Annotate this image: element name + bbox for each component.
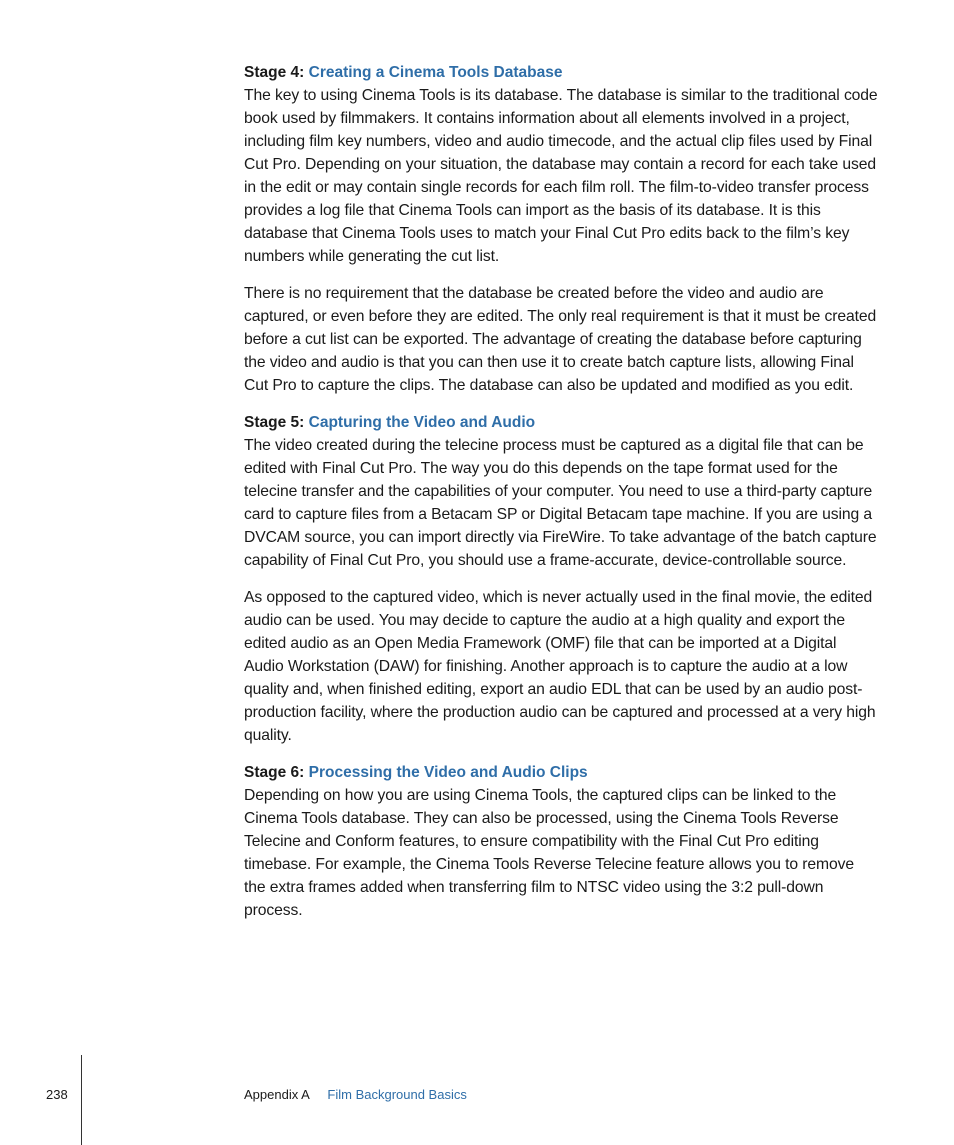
footer-breadcrumb: [244, 1086, 467, 1104]
stage-6-title-link[interactable]: Processing the Video and Audio Clips: [308, 764, 588, 781]
stage-4-label: Stage 4:: [244, 64, 305, 81]
stage-4-paragraph-2: There is no requirement that the database be created before the video and audio are captured, or even before they are edited. The only real requirement is that it must be created before a cut list can be exported. The advantage of creating the database before capturing the video and audio is that you can then use it to create batch capture lists, allowing Final Cut Pro to capture the clips. The database can also be updated and modified as you edit.: [244, 285, 877, 394]
stage-6-paragraph-1: Depending on how you are using Cinema Tools, the captured clips can be linked to the Cinema Tools database. They can also be processed, using the Cinema Tools Reverse Telecine and Conform features, to ensure compatibility with the Final Cut Pro editing timebase. For example, the Cinema Tools Reverse Telecine feature allows you to remove the extra frames added when transferring film to NTSC video using the 3:2 pull-down process.: [244, 787, 855, 919]
stage-5-heading: [244, 411, 878, 434]
appendix-label: Appendix A: [244, 1087, 310, 1102]
stage-4-paragraph-1: The key to using Cinema Tools is its database. The database is similar to the traditional code book used by filmmakers. It contains information about all elements involved in a project, including film key numbers, video and audio timecode, and the actual clip files used by Final Cut Pro. Depending on your situation, the database may contain a record for each take used in the edit or may contain single records for each film roll. The film-to-video transfer process provides a log file that Cinema Tools can import as the basis of its database. It is this database that Cinema Tools uses to match your Final Cut Pro edits back to the film’s key numbers while generating the cut list.: [244, 87, 878, 265]
section-stage-4: [244, 61, 878, 397]
stage-5-paragraph-1: The video created during the telecine process must be captured as a digital file that can be edited with Final Cut Pro. The way you do this depends on the tape format used for the telecine transfer and the capabilities of your computer. You need to use a third-party capture card to capture files from a Betacam SP or Digital Betacam tape machine. If you are using a DVCAM source, you can import directly via FireWire. To take advantage of the batch capture capability of Final Cut Pro, you should use a frame-accurate, device-controllable source.: [244, 437, 877, 569]
section-stage-5: [244, 411, 878, 747]
stage-5-title-link[interactable]: Capturing the Video and Audio: [308, 414, 536, 431]
page-content: [244, 61, 878, 922]
stage-5-paragraph-2: As opposed to the captured video, which is never actually used in the final movie, the edited audio can be used. You may decide to capture the audio at a high quality and export the edited audio as an Open Media Framework (OMF) file that can be imported at a Digital Audio Workstation (DAW) for finishing. Another approach is to capture the audio at a low quality and, when finished editing, export an audio EDL that can be used by an audio post-production facility, where the production audio can be captured and processed at a very high quality.: [244, 589, 876, 744]
footer-divider: [81, 1055, 82, 1145]
stage-5-label: Stage 5:: [244, 414, 305, 431]
page-number: 238: [46, 1087, 68, 1102]
stage-6-label: Stage 6:: [244, 764, 305, 781]
appendix-title-link[interactable]: Film Background Basics: [327, 1087, 467, 1102]
stage-4-title-link[interactable]: Creating a Cinema Tools Database: [308, 64, 563, 81]
stage-4-heading: [244, 61, 878, 84]
section-stage-6: [244, 761, 878, 922]
stage-6-heading: [244, 761, 878, 784]
